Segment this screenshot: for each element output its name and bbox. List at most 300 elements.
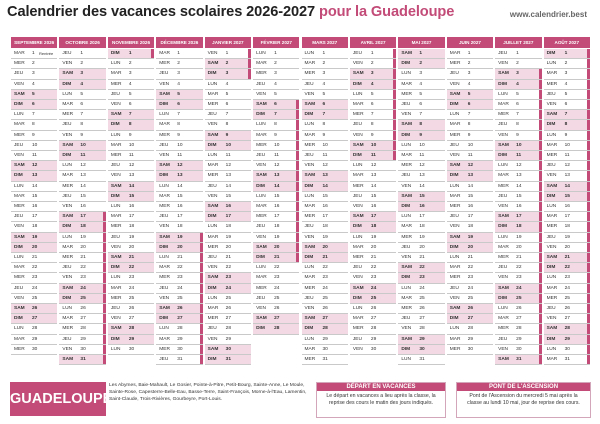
day-cell bbox=[495, 171, 541, 181]
weekday-label: MAR bbox=[546, 357, 558, 362]
month-header: JUILLET 2027 bbox=[495, 37, 541, 48]
day-cell bbox=[544, 345, 590, 355]
weekday-label: VEN bbox=[14, 153, 24, 158]
month-column bbox=[301, 37, 349, 371]
day-number: 11 bbox=[80, 153, 86, 158]
day-number: 21 bbox=[467, 255, 474, 260]
month-column bbox=[543, 37, 591, 371]
month-header: NOVEMBRE 2026 bbox=[108, 37, 154, 48]
day-number: 8 bbox=[274, 122, 277, 128]
day-cell bbox=[59, 345, 105, 355]
weekday-label: JEU bbox=[256, 153, 266, 158]
weekday-label: DIM bbox=[110, 265, 120, 271]
day-cell bbox=[350, 100, 396, 110]
weekday-label: SAM bbox=[62, 285, 74, 291]
day-number: 18 bbox=[564, 224, 570, 230]
day-number: 28 bbox=[370, 326, 377, 332]
weekday-label: MAR bbox=[449, 122, 461, 128]
day-cell bbox=[350, 263, 396, 273]
day-cell bbox=[59, 110, 105, 120]
weekday-label: SAM bbox=[352, 285, 364, 291]
day-number: 13 bbox=[128, 173, 135, 179]
day-cell bbox=[59, 182, 105, 192]
day-cell bbox=[495, 243, 541, 253]
day-number: 30 bbox=[128, 346, 135, 352]
day-number: 29 bbox=[516, 336, 522, 342]
day-number: 20 bbox=[274, 244, 280, 250]
day-cell bbox=[59, 273, 105, 283]
day-cell bbox=[108, 59, 154, 69]
day-cell bbox=[350, 192, 396, 202]
day-cell bbox=[447, 161, 493, 171]
weekday-label: SAM bbox=[159, 91, 170, 97]
day-number: 30 bbox=[564, 346, 570, 352]
day-cell bbox=[398, 345, 444, 355]
weekday-label: DIM bbox=[401, 132, 411, 138]
weekday-label: MER bbox=[14, 132, 25, 138]
day-cell bbox=[156, 284, 202, 294]
weekday-label: DIM bbox=[546, 193, 556, 199]
day-cell bbox=[11, 161, 57, 171]
weekday-label: VEN bbox=[498, 132, 509, 138]
weekday-label: MER bbox=[498, 183, 509, 189]
weekday-label: MER bbox=[546, 81, 558, 87]
day-number: 30 bbox=[419, 346, 425, 352]
day-cell bbox=[108, 69, 154, 79]
weekday-label: LUN bbox=[546, 61, 557, 67]
day-cell bbox=[544, 100, 590, 110]
day-number: 15 bbox=[516, 193, 522, 199]
weekday-label: MAR bbox=[14, 122, 25, 128]
month-header: FÉVRIER 2027 bbox=[253, 37, 299, 48]
day-number: 1 bbox=[177, 51, 180, 56]
day-number: 28 bbox=[516, 326, 522, 332]
day-cell bbox=[253, 222, 299, 232]
day-cell bbox=[108, 233, 154, 243]
weekday-label: DIM bbox=[62, 81, 72, 87]
weekday-label: DIM bbox=[352, 224, 362, 230]
day-cell bbox=[108, 294, 154, 304]
day-number: 11 bbox=[274, 153, 280, 158]
day-cell bbox=[59, 120, 105, 130]
day-number: 15 bbox=[419, 193, 425, 199]
day-number: 1 bbox=[370, 51, 374, 56]
day-cell bbox=[11, 80, 57, 90]
weekday-label: MER bbox=[449, 61, 461, 67]
day-number: 16 bbox=[322, 204, 328, 209]
communes-list: Les Abymes, Baie-Mahault, Le Gosier, Pointe-à-Pitre, Petit-Bourg, Sainte-Anne, Le Moule, Sainte-Rose, Capesterre-Belle-Eau, Basse-Terre, Saint-François, Morne-à-l'Eau, Lamentin, Saint-Claude, Trois-Rivières, Gourbeyre, Port-Louis. bbox=[109, 383, 307, 402]
day-number: 2 bbox=[80, 61, 84, 67]
weekday-label: MER bbox=[207, 102, 219, 107]
weekday-label: LUN bbox=[304, 193, 315, 199]
weekday-label: VEN bbox=[62, 61, 73, 67]
weekday-label: MER bbox=[14, 204, 25, 209]
weekday-label: VEN bbox=[207, 336, 218, 342]
day-cell bbox=[544, 273, 590, 283]
day-cell bbox=[398, 90, 444, 100]
weekday-label: DIM bbox=[498, 295, 507, 301]
day-cell bbox=[11, 263, 57, 273]
day-cell bbox=[447, 273, 493, 283]
day-cell bbox=[544, 284, 590, 294]
day-cell bbox=[544, 324, 590, 334]
day-cell bbox=[108, 192, 154, 202]
day-cell bbox=[253, 233, 299, 243]
day-cell bbox=[495, 59, 541, 69]
day-cell bbox=[11, 69, 57, 79]
day-cell bbox=[398, 80, 444, 90]
day-number: 3 bbox=[322, 71, 326, 77]
day-cell bbox=[350, 243, 396, 253]
day-number: 25 bbox=[370, 295, 377, 301]
day-number: 18 bbox=[80, 224, 86, 230]
day-cell bbox=[302, 161, 348, 171]
day-number: 8 bbox=[564, 122, 568, 128]
weekday-label: MER bbox=[207, 316, 219, 322]
day-number: 5 bbox=[419, 91, 422, 97]
weekday-label: LUN bbox=[352, 234, 363, 240]
day-cell bbox=[544, 59, 590, 69]
title-main: Calendrier des vacances scolaires 2026-2027 bbox=[7, 4, 316, 20]
day-cell bbox=[398, 110, 444, 120]
day-number: 22 bbox=[322, 265, 328, 271]
day-number: 31 bbox=[516, 357, 522, 362]
weekday-label: VEN bbox=[304, 91, 315, 97]
weekday-label: MER bbox=[352, 326, 364, 332]
day-cell bbox=[350, 110, 396, 120]
weekday-label: SAM bbox=[449, 91, 461, 97]
day-number: 18 bbox=[467, 224, 474, 230]
day-number: 5 bbox=[322, 91, 326, 97]
day-cell bbox=[302, 233, 348, 243]
weekday-label: SAM bbox=[62, 214, 74, 220]
title-region: pour la Guadeloupe bbox=[319, 4, 455, 20]
day-cell bbox=[108, 141, 154, 151]
day-number: 17 bbox=[32, 214, 38, 220]
day-cell bbox=[253, 161, 299, 171]
day-cell bbox=[350, 273, 396, 283]
day-cell bbox=[108, 212, 154, 222]
day-cell bbox=[350, 294, 396, 304]
weekday-label: DIM bbox=[256, 183, 265, 189]
day-cell bbox=[59, 69, 105, 79]
weekday-label: VEN bbox=[207, 51, 218, 56]
weekday-label: MER bbox=[256, 285, 267, 291]
weekday-label: JEU bbox=[62, 193, 72, 199]
day-cell bbox=[108, 345, 154, 355]
weekday-label: SAM bbox=[62, 71, 74, 77]
weekday-label: MAR bbox=[304, 61, 316, 67]
day-cell bbox=[447, 233, 493, 243]
day-cell bbox=[302, 110, 348, 120]
day-cell bbox=[59, 212, 105, 222]
day-cell bbox=[59, 80, 105, 90]
day-cell bbox=[350, 151, 396, 161]
day-number: 18 bbox=[128, 224, 135, 230]
weekday-label: DIM bbox=[256, 326, 265, 332]
day-cell bbox=[302, 294, 348, 304]
weekday-label: MER bbox=[401, 163, 412, 169]
weekday-label: MER bbox=[159, 204, 170, 209]
weekday-label: LUN bbox=[498, 306, 508, 311]
month-column bbox=[446, 37, 494, 371]
weekday-label: SAM bbox=[256, 173, 267, 179]
day-cell bbox=[544, 110, 590, 120]
day-number: 18 bbox=[370, 224, 377, 230]
day-number: 8 bbox=[516, 122, 519, 128]
day-number: 4 bbox=[467, 81, 471, 87]
day-cell bbox=[495, 355, 541, 365]
day-number: 7 bbox=[32, 112, 35, 118]
weekday-label: VEN bbox=[401, 255, 412, 260]
day-number: 19 bbox=[516, 234, 522, 240]
day-cell bbox=[108, 284, 154, 294]
day-number: 18 bbox=[32, 224, 38, 230]
day-cell bbox=[302, 192, 348, 202]
weekday-label: VEN bbox=[256, 306, 266, 311]
weekday-label: JEU bbox=[304, 224, 314, 230]
day-cell bbox=[59, 222, 105, 232]
day-cell bbox=[495, 335, 541, 345]
weekday-label: MER bbox=[352, 255, 364, 260]
month-column bbox=[155, 37, 203, 371]
day-number: 2 bbox=[32, 61, 35, 67]
weekday-label: MER bbox=[304, 142, 316, 148]
day-number: 19 bbox=[177, 234, 183, 240]
day-cell bbox=[350, 59, 396, 69]
day-cell bbox=[398, 100, 444, 110]
day-number: 2 bbox=[274, 61, 277, 67]
day-cell bbox=[398, 59, 444, 69]
day-cell bbox=[253, 49, 299, 59]
weekday-label: JEU bbox=[401, 316, 411, 322]
weekday-label: MER bbox=[498, 326, 509, 332]
weekday-label: JEU bbox=[498, 51, 508, 56]
day-number: 11 bbox=[322, 153, 328, 158]
weekday-label: VEN bbox=[449, 81, 460, 87]
weekday-label: MAR bbox=[304, 346, 316, 352]
day-cell bbox=[205, 110, 251, 120]
day-cell bbox=[11, 294, 57, 304]
day-cell bbox=[253, 80, 299, 90]
day-cell bbox=[544, 90, 590, 100]
day-cell bbox=[156, 212, 202, 222]
day-number: 11 bbox=[370, 153, 376, 158]
day-number: 10 bbox=[128, 142, 135, 148]
day-cell bbox=[253, 253, 299, 263]
weekday-label: LUN bbox=[62, 234, 73, 240]
day-cell bbox=[108, 161, 154, 171]
day-cell bbox=[108, 90, 154, 100]
day-cell bbox=[302, 314, 348, 324]
day-cell bbox=[253, 263, 299, 273]
weekday-label: JEU bbox=[546, 234, 556, 240]
day-cell bbox=[156, 314, 202, 324]
day-number: 14 bbox=[274, 183, 280, 189]
weekday-label: DIM bbox=[449, 316, 459, 322]
day-cell bbox=[156, 233, 202, 243]
day-cell bbox=[11, 110, 57, 120]
day-number: 25 bbox=[128, 295, 135, 301]
weekday-label: MER bbox=[159, 132, 170, 138]
weekday-label: LUN bbox=[546, 132, 557, 138]
day-number: 10 bbox=[516, 142, 522, 148]
weekday-label: SAM bbox=[546, 112, 558, 118]
weekday-label: MER bbox=[256, 142, 267, 148]
day-number: 25 bbox=[274, 295, 280, 301]
day-number: 5 bbox=[467, 91, 471, 97]
day-number: 7 bbox=[322, 112, 326, 118]
day-number: 29 bbox=[80, 336, 86, 342]
day-cell bbox=[350, 233, 396, 243]
day-cell bbox=[108, 202, 154, 212]
region-badge: GUADELOUPE bbox=[10, 382, 106, 416]
weekday-label: LUN bbox=[14, 112, 24, 118]
day-cell bbox=[495, 182, 541, 192]
weekday-label: VEN bbox=[110, 244, 121, 250]
day-cell bbox=[205, 233, 251, 243]
day-cell bbox=[495, 263, 541, 273]
day-number: 29 bbox=[419, 336, 425, 342]
day-number: 9 bbox=[564, 132, 568, 138]
day-cell bbox=[156, 161, 202, 171]
weekday-label: SAM bbox=[352, 142, 364, 148]
day-number: 24 bbox=[370, 285, 377, 291]
day-cell bbox=[205, 141, 251, 151]
day-cell bbox=[59, 151, 105, 161]
website-link[interactable]: www.calendrier.best bbox=[509, 10, 587, 19]
day-number: 10 bbox=[322, 142, 328, 148]
day-number: 24 bbox=[225, 285, 231, 291]
weekday-label: DIM bbox=[110, 51, 120, 56]
weekday-label: DIM bbox=[159, 244, 169, 250]
day-number: 7 bbox=[419, 112, 422, 118]
weekday-label: MAR bbox=[449, 51, 461, 56]
weekday-label: JEU bbox=[110, 234, 120, 240]
day-number: 1 bbox=[80, 51, 84, 56]
day-number: 21 bbox=[32, 255, 38, 260]
weekday-label: JEU bbox=[401, 244, 411, 250]
day-number: 13 bbox=[225, 173, 231, 179]
weekday-label: JEU bbox=[304, 81, 314, 87]
weekday-label: MER bbox=[110, 295, 122, 301]
weekday-label: SAM bbox=[401, 336, 412, 342]
day-cell bbox=[302, 59, 348, 69]
day-cell bbox=[11, 90, 57, 100]
weekday-label: LUN bbox=[546, 346, 557, 352]
day-number: 10 bbox=[370, 142, 377, 148]
weekday-label: VEN bbox=[401, 183, 412, 189]
day-cell bbox=[11, 345, 57, 355]
day-cell bbox=[156, 131, 202, 141]
depart-title: DÉPART EN VACANCES bbox=[317, 383, 445, 391]
day-cell bbox=[156, 355, 202, 365]
day-number: 15 bbox=[225, 193, 231, 199]
weekday-label: JEU bbox=[159, 285, 169, 291]
weekday-label: DIM bbox=[207, 71, 217, 77]
day-cell bbox=[156, 90, 202, 100]
weekday-label: MAR bbox=[304, 204, 316, 209]
day-cell bbox=[495, 110, 541, 120]
day-number: 5 bbox=[225, 91, 229, 97]
day-cell bbox=[253, 69, 299, 79]
day-cell bbox=[108, 253, 154, 263]
weekday-label: DIM bbox=[546, 265, 556, 271]
month-column bbox=[494, 37, 542, 371]
weekday-label: LUN bbox=[546, 204, 557, 209]
day-cell bbox=[11, 273, 57, 283]
day-cell bbox=[495, 314, 541, 324]
day-number: 11 bbox=[419, 153, 425, 158]
day-number: 21 bbox=[177, 255, 183, 260]
day-cell bbox=[350, 345, 396, 355]
day-cell bbox=[156, 49, 202, 59]
day-number: 4 bbox=[274, 81, 277, 87]
weekday-label: SAM bbox=[546, 326, 558, 332]
weekday-label: JEU bbox=[62, 336, 72, 342]
day-cell bbox=[398, 284, 444, 294]
day-number: 6 bbox=[564, 102, 568, 107]
weekday-label: DIM bbox=[159, 102, 169, 107]
day-number: 26 bbox=[370, 306, 377, 311]
month-column bbox=[252, 37, 300, 371]
day-number: 12 bbox=[225, 163, 231, 169]
day-cell bbox=[447, 314, 493, 324]
weekday-label: JEU bbox=[546, 91, 556, 97]
day-number: 11 bbox=[32, 153, 37, 158]
day-number: 21 bbox=[370, 255, 377, 260]
weekday-label: DIM bbox=[449, 244, 459, 250]
day-cell bbox=[253, 59, 299, 69]
day-number: 25 bbox=[516, 295, 522, 301]
weekday-label: MER bbox=[449, 275, 461, 281]
day-number: 19 bbox=[419, 234, 425, 240]
day-number: 27 bbox=[467, 316, 474, 322]
day-number: 14 bbox=[516, 183, 522, 189]
day-cell bbox=[156, 253, 202, 263]
day-cell bbox=[205, 100, 251, 110]
weekday-label: LUN bbox=[110, 132, 121, 138]
day-number: 10 bbox=[419, 142, 425, 148]
weekday-label: MAR bbox=[401, 81, 412, 87]
day-cell bbox=[447, 151, 493, 161]
day-number: 6 bbox=[274, 102, 277, 107]
day-cell bbox=[398, 161, 444, 171]
day-cell bbox=[11, 120, 57, 130]
weekday-label: MAR bbox=[498, 102, 509, 107]
day-number: 18 bbox=[419, 224, 425, 230]
day-number: 29 bbox=[128, 336, 135, 342]
day-number: 29 bbox=[177, 336, 183, 342]
day-number: 26 bbox=[419, 306, 425, 311]
day-number: 23 bbox=[128, 275, 135, 281]
day-cell bbox=[205, 314, 251, 324]
weekday-label: DIM bbox=[110, 336, 120, 342]
day-number: 2 bbox=[128, 61, 132, 67]
weekday-label: MER bbox=[207, 244, 219, 250]
ascension-title: PONT DE L'ASCENSION bbox=[457, 383, 590, 391]
day-cell bbox=[156, 335, 202, 345]
day-number: 23 bbox=[370, 275, 377, 281]
weekday-label: VEN bbox=[256, 91, 266, 97]
day-cell bbox=[302, 90, 348, 100]
weekday-label: JEU bbox=[62, 51, 72, 56]
weekday-label: MER bbox=[401, 91, 412, 97]
day-cell bbox=[544, 263, 590, 273]
weekday-label: DIM bbox=[62, 153, 72, 158]
day-number: 15 bbox=[274, 193, 280, 199]
weekday-label: MAR bbox=[304, 275, 316, 281]
